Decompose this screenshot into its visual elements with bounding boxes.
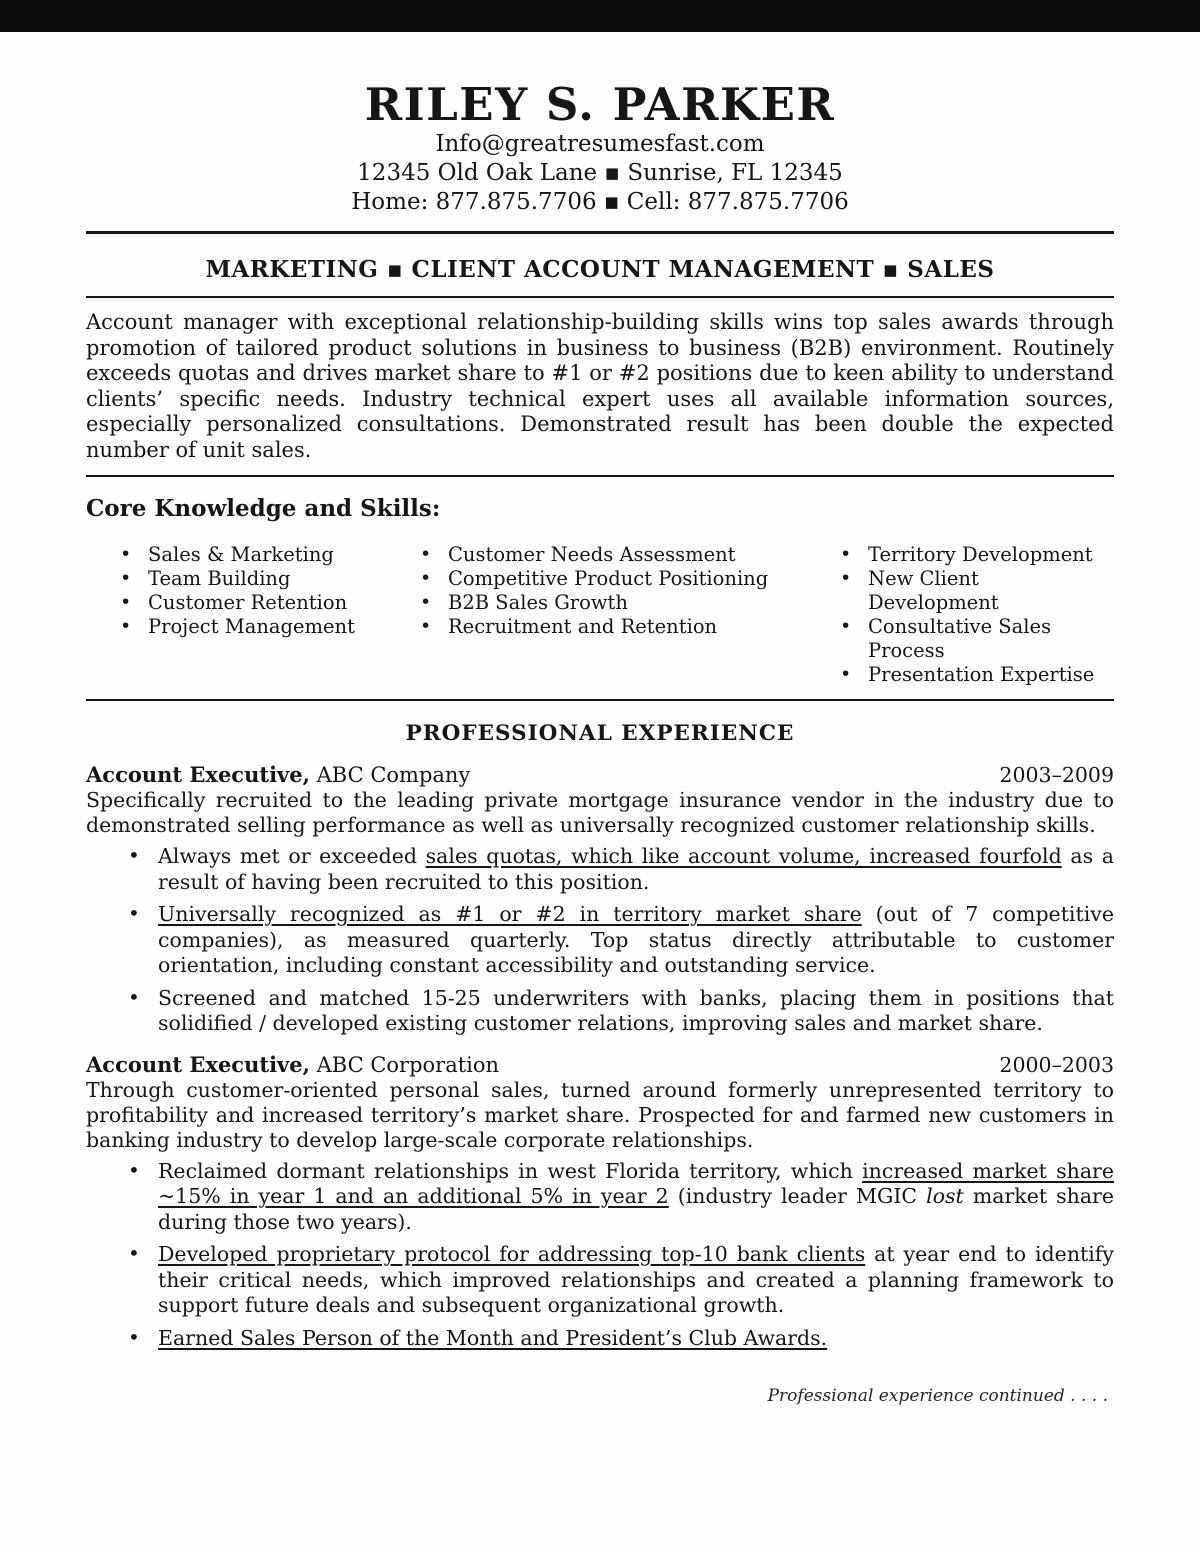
job-title: Account Executive, ABC Company [86,762,471,787]
bullet-text-segment: (industry leader MGIC [668,1184,927,1208]
job-title: Account Executive, ABC Corporation [86,1051,500,1077]
job-header [86,762,1114,788]
skill-item: • B2B Sales Growth [414,591,834,615]
bullet-text-segment: Reclaimed dormant relationships in west Florida territory, which [158,1158,863,1183]
skill-item: • Territory Development [834,543,1114,567]
skills-title: Core Knowledge and Skills: [86,495,441,522]
bullet-text-segment: Screened and matched 15-25 underwriters with banks, placing them in positions that solidified / developed existing customer relations, improving sales and market share. [158,985,1114,1035]
job-bullet-list [128,1159,1114,1352]
phone-line: Home: 877.875.7706 ▪ Cell: 877.875.7706 [351,189,849,215]
skill-item: • Competitive Product Positioning [414,567,834,591]
resume-header [86,0,1114,217]
skill-item: • Project Management [114,615,414,639]
bullet-text-segment: increased market share ~15% in year 1 and an additional 5% in year 2 [158,1158,1114,1208]
skill-item: • Team Building [114,567,414,591]
job-bullet [128,1242,1114,1319]
experience-title: PROFESSIONAL EXPERIENCE [405,721,795,746]
candidate-name: RILEY S. PARKER [364,78,836,131]
job-bullet [128,844,1114,895]
headline: MARKETING ▪ CLIENT ACCOUNT MANAGEMENT ▪ SALES [205,256,995,283]
job-bullet [128,1326,1114,1352]
bullet-text-segment: as a result of having been recruited to this position. [158,844,1114,894]
email-line: Info@greatresumesfast.com [435,131,765,157]
job-entry [86,762,1114,1037]
skill-item: • Presentation Expertise [834,663,1114,687]
job-header [86,1052,1114,1078]
skills-column-2 [414,543,834,687]
skills-grid [86,543,1114,687]
job-description: Specifically recruited to the leading private mortgage insurance vendor in the industry due to demonstrated selling performance as well as universally recognized customer relationship skills. [86,788,1114,837]
job-entry [86,1052,1114,1352]
bullet-text-segment: Developed proprietary protocol for addressing top-10 bank clients [158,1242,866,1266]
job-bullet-list [128,844,1114,1037]
bullet-text-segment: (out of 7 competitive companies), as measured quarterly. Top status directly attributable to customer orientation, including constant accessibility and outstanding service. [158,902,1114,977]
skill-item: • Sales & Marketing [114,543,414,567]
skill-item: • Customer Retention [114,591,414,615]
continuation-note: Professional experience continued . . . . [767,1386,1108,1406]
skill-item: • Consultative Sales Process [834,615,1114,663]
summary-divider [86,475,1114,477]
skill-item: • New Client Development [834,567,1114,615]
headline-divider [86,296,1114,298]
skill-item: • Recruitment and Retention [414,615,834,639]
job-description: Through customer-oriented personal sales, turned around formerly unrepresented territory to profitability and increased territory’s market share. Prospected for and farmed new customers in banking industry to develop large-scale corporate relationships. [86,1077,1114,1152]
skills-column-3 [834,543,1114,687]
address-line: 12345 Old Oak Lane ▪ Sunrise, FL 12345 [357,160,843,186]
bullet-text-segment: sales quotas, which like account volume, increased fourfold [425,844,1062,868]
bullet-text-segment: Always met or exceeded [158,844,426,868]
header-divider [86,231,1114,234]
bullet-text-segment: Earned Sales Person of the Month and President’s Club Awards. [158,1325,828,1350]
job-dates: 2000–2003 [999,1052,1114,1077]
job-bullet [128,986,1114,1037]
summary-paragraph: Account manager with exceptional relationship-building skills wins top sales awards through promotion of tailored product solutions in business to business (B2B) environment. Routinely exceeds quotas and drives market share to #1 or #2 positions due to keen ability to understand clients’ specific needs. Industry technical expert uses all available information sources, especially personalized consultations. Demonstrated result has been double the expected number of unit sales. [86,310,1114,462]
experience-list [86,762,1114,1351]
job-bullet [128,1159,1114,1236]
bullet-text-segment: lost [926,1184,964,1208]
job-bullet [128,902,1114,979]
bullet-text-segment: Universally recognized as #1 or #2 in territory market share [158,902,862,926]
skills-column-1 [114,543,414,687]
scan-top-bar [0,0,1200,32]
job-dates: 2003–2009 [999,763,1114,787]
bullet-text-segment: market share during those two years). [158,1184,1114,1234]
skills-section [86,495,1114,687]
skills-divider [86,699,1114,701]
bullet-text-segment: at year end to identify their critical needs, which improved relationships and created a planning framework to support future deals and subsequent organizational growth. [158,1242,1114,1317]
skill-item: • Customer Needs Assessment [414,543,834,567]
